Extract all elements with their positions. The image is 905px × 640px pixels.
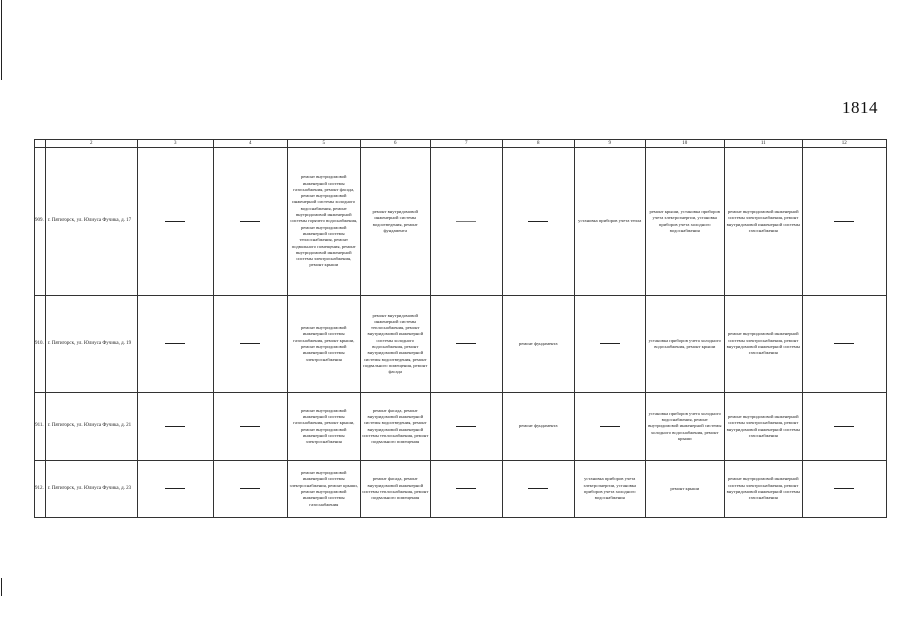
column-number: 6 [360, 140, 430, 148]
repair-works-cell [574, 461, 645, 518]
dash-cell [213, 148, 287, 296]
repair-works-text: ремонт крыши, установка приборов учета электроэнергии, установка приборов учета холодного водоснабжения [649, 208, 720, 233]
table-row [35, 393, 887, 461]
column-number: 8 [502, 140, 574, 148]
address-cell: г. Пятигорск, ул. Юлиуса Фучика, д. 19 [45, 296, 137, 393]
dash-mark [165, 488, 185, 489]
column-number: 10 [645, 140, 724, 148]
dash-cell [802, 461, 886, 518]
dash-mark [240, 221, 260, 222]
dash-mark [600, 343, 620, 344]
dash-cell [802, 148, 886, 296]
dash-cell [137, 296, 213, 393]
dash-mark [528, 488, 548, 489]
dash-cell [213, 461, 287, 518]
column-number-row [35, 140, 887, 148]
address-cell: г. Пятигорск, ул. Юлиуса Фучика, д. 23 [45, 461, 137, 518]
dash-mark [456, 343, 476, 344]
repair-works-text: ремонт фундамента [518, 340, 558, 346]
dash-cell [574, 393, 645, 461]
repair-works-cell [724, 393, 802, 461]
column-number: 7 [430, 140, 502, 148]
repair-schedule-table [34, 139, 887, 518]
dash-cell [137, 461, 213, 518]
repair-works-cell [645, 393, 724, 461]
dash-cell [430, 296, 502, 393]
dash-mark [528, 221, 548, 222]
repair-works-cell [574, 148, 645, 296]
repair-works-text: ремонт внутридомовой инженерной системы теплоснабжения, ремонт внутридомовой инженерной системы холодного водоснабжения, ремонт внутридомовой инженерной системы водоотведения, ремонт подвального помещения, ремонт фасада [363, 312, 428, 375]
repair-works-text: ремонт внутридомовой инженерной системы электроснабжения, ремонт внутридомовой инженерной системы газоснабжения [726, 413, 800, 438]
page-number: 1814 [842, 98, 878, 117]
dash-mark [165, 343, 185, 344]
repair-works-cell [645, 148, 724, 296]
repair-works-text: ремонт внутридомовой инженерной системы электроснабжения, ремонт крыши, ремонт внутридомовой инженерной системы газоснабжения [289, 470, 358, 507]
dash-mark [456, 221, 476, 222]
column-number: 5 [287, 140, 360, 148]
repair-works-text: установка приборов учета холодного водоснабжения, ремонт внутридомовой инженерной системы холодного водоснабжения, ремонт крыши [648, 410, 722, 441]
repair-works-cell [360, 296, 430, 393]
dash-cell [502, 461, 574, 518]
repair-works-cell [287, 148, 360, 296]
dash-mark [834, 343, 854, 344]
repair-works-cell [360, 461, 430, 518]
row-number: 909. [35, 148, 46, 296]
repair-works-cell [645, 296, 724, 393]
repair-works-text: ремонт фасада, ремонт внутридомовой инженерной системы теплоснабжения, ремонт подвального помещения [362, 476, 429, 501]
repair-works-cell [287, 461, 360, 518]
repair-works-text: ремонт внутридомовой инженерной системы водоотведения, ремонт фундамента [372, 208, 419, 233]
dash-cell [574, 296, 645, 393]
dash-mark [165, 221, 185, 222]
dash-mark [834, 488, 854, 489]
repair-works-text: ремонт крыши [670, 485, 700, 491]
table-row [35, 296, 887, 393]
column-number [35, 140, 46, 148]
scan-edge-line-top [1, 0, 2, 80]
dash-mark [240, 488, 260, 489]
dash-cell [137, 148, 213, 296]
repair-works-cell [287, 393, 360, 461]
column-number: 12 [802, 140, 886, 148]
address-cell: г. Пятигорск, ул. Юлиуса Фучика, д. 21 [45, 393, 137, 461]
row-number: 912. [35, 461, 46, 518]
repair-works-cell [287, 296, 360, 393]
dash-cell [430, 461, 502, 518]
dash-cell [213, 296, 287, 393]
repair-works-cell [724, 148, 802, 296]
repair-works-cell [360, 148, 430, 296]
dash-cell [430, 393, 502, 461]
column-number: 11 [724, 140, 802, 148]
repair-works-text: ремонт фундамента [518, 423, 558, 429]
dash-cell [802, 296, 886, 393]
scan-edge-line-bottom [1, 578, 2, 596]
repair-works-text: ремонт внутридомовой инженерной системы газоснабжения, ремонт крыши, ремонт внутридомовой инженерной системы электроснабжения [293, 325, 355, 362]
dash-mark [240, 426, 260, 427]
dash-cell [802, 393, 886, 461]
repair-works-text: установка приборов учета холодного водоснабжения, ремонт крыши [648, 337, 721, 349]
table-row [35, 461, 887, 518]
dash-mark [456, 488, 476, 489]
repair-works-cell [360, 393, 430, 461]
repair-works-cell [724, 461, 802, 518]
dash-cell [502, 148, 574, 296]
repair-works-cell [724, 296, 802, 393]
table-row [35, 148, 887, 296]
row-number: 910. [35, 296, 46, 393]
dash-mark [600, 426, 620, 427]
repair-works-text: ремонт внутридомовой инженерной системы электроснабжения, ремонт внутридомовой инженерной системы газоснабжения [726, 476, 800, 501]
repair-works-text: ремонт внутридомовой инженерной системы электроснабжения, ремонт внутридомовой инженерной системы газоснабжения [726, 208, 800, 233]
dash-cell [430, 148, 502, 296]
row-number: 911. [35, 393, 46, 461]
column-number: 2 [45, 140, 137, 148]
dash-mark [834, 426, 854, 427]
repair-works-text: установка приборов учета тепла [578, 218, 642, 224]
repair-works-cell [645, 461, 724, 518]
column-number: 9 [574, 140, 645, 148]
column-number: 3 [137, 140, 213, 148]
repair-works-text: ремонт внутридомовой инженерной системы газоснабжения, ремонт крыши, ремонт внутридомовой инженерной системы электроснабжения [293, 407, 355, 445]
dash-cell [137, 393, 213, 461]
column-number: 4 [213, 140, 287, 148]
dash-cell [213, 393, 287, 461]
repair-works-text: установка приборов учета электроэнергии, установка приборов учета холодного водоснабжения [583, 476, 637, 501]
repair-works-text: ремонт фасада, ремонт внутридомовой инженерной системы водоотведения, ремонт внутридомовой инженерной системы теплоснабжения, ремонт подвального помещения [362, 407, 429, 445]
dash-mark [456, 426, 476, 427]
repair-works-text: ремонт внутридомовой инженерной системы газоснабжения, ремонт фасада, ремонт внутридомовой инженерной системы холодного водоснабжения, ремонт внутридомовой инженерной системы горячего водоснабжения, ремонт внутридомовой инженерной системы теплоснабжения, ремонт подвального помещения, ремонт внутридомовой инженерной системы электроснабжения, ремонт крыши [290, 174, 358, 268]
repair-works-cell [502, 296, 574, 393]
address-cell: г. Пятигорск, ул. Юлиуса Фучика, д. 17 [45, 148, 137, 296]
dash-mark [834, 221, 854, 222]
dash-mark [240, 343, 260, 344]
dash-mark [165, 426, 185, 427]
repair-works-cell [502, 393, 574, 461]
repair-works-text: ремонт внутридомовой инженерной системы электроснабжения, ремонт внутридомовой инженерной системы газоснабжения [726, 331, 800, 356]
